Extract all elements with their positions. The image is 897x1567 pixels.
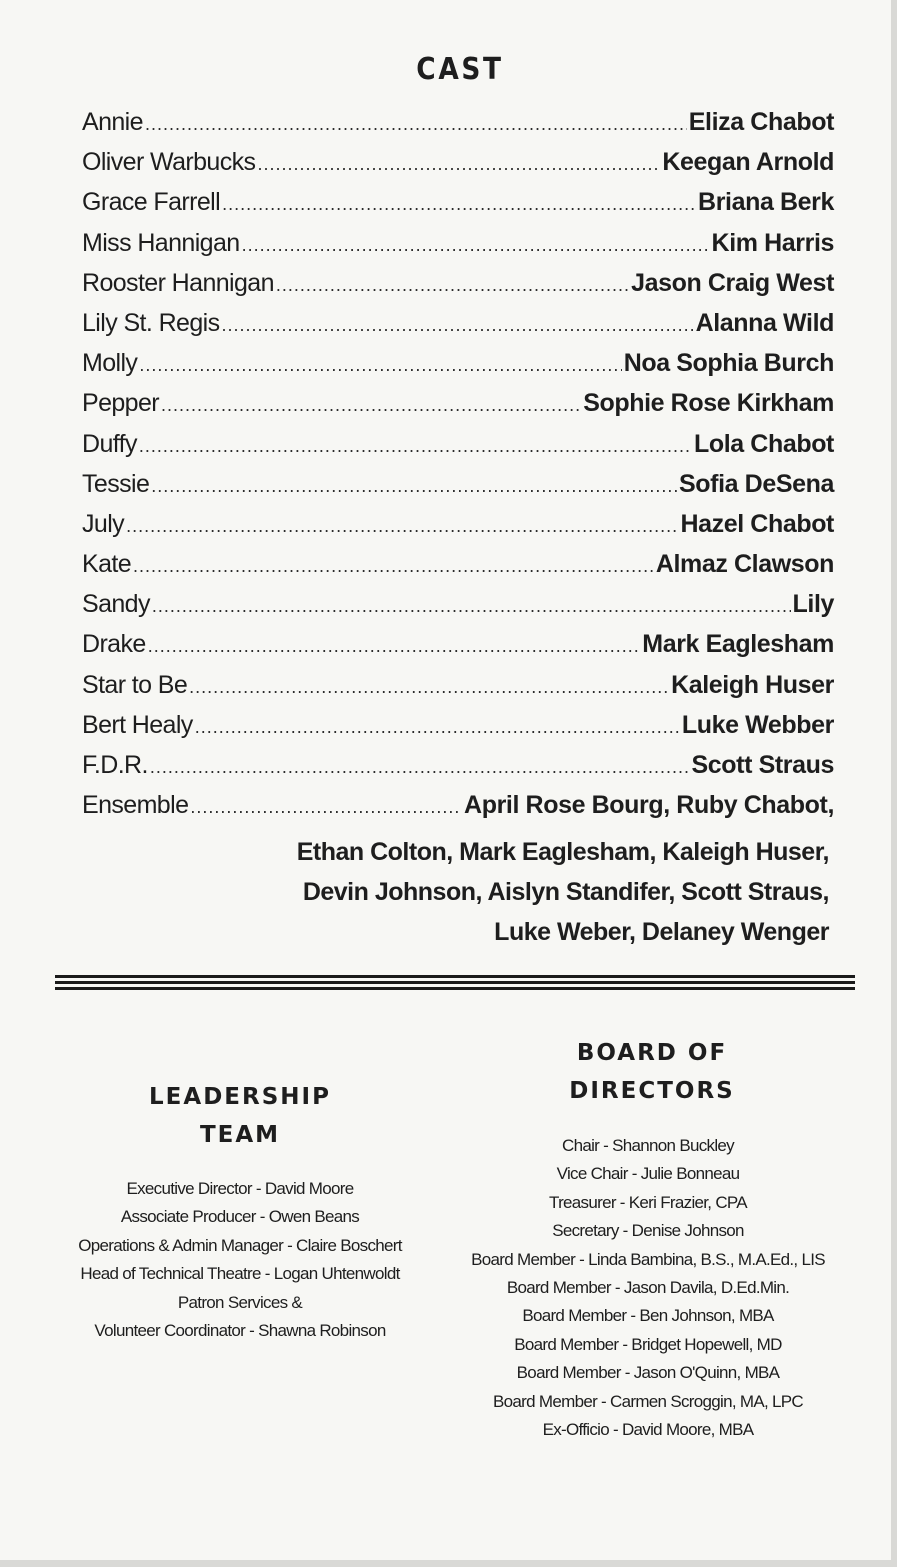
- board-item: Board Member - Carmen Scroggin, MA, LPC: [493, 1391, 803, 1411]
- cast-role: Oliver Warbucks: [82, 148, 256, 177]
- board-item: Board Member - Linda Bambina, B.S., M.A.Ed., LIS: [471, 1249, 825, 1269]
- leadership-item: Executive Director - David Moore: [126, 1179, 354, 1198]
- dot-leader: [133, 556, 654, 577]
- cast-actor: Hazel Chabot: [680, 509, 834, 538]
- board-title-line: BOARD OF: [576, 1040, 728, 1066]
- dot-leader: [151, 476, 677, 497]
- cast-row: [82, 229, 834, 269]
- cast-row: [82, 108, 834, 148]
- cast-role: Annie: [82, 108, 143, 136]
- cast-actor: Lily: [792, 590, 834, 619]
- cast-role: Miss Hannigan: [82, 228, 240, 257]
- dot-leader: [126, 516, 678, 537]
- leadership-title-line: TEAM: [199, 1122, 281, 1148]
- cast-role: Bert Healy: [82, 710, 193, 739]
- cast-row: [82, 269, 834, 309]
- cast-role: Star to Be: [82, 670, 188, 699]
- cast-row: [82, 671, 834, 711]
- ensemble-line: Devin Johnson, Aislyn Standifer, Scott Straus,: [302, 878, 829, 906]
- leadership-item: Associate Producer - Owen Beans: [120, 1207, 360, 1227]
- triple-line-divider: [55, 975, 855, 989]
- leadership-list: [40, 1175, 440, 1345]
- dot-leader: [276, 275, 629, 296]
- board-title: [552, 1034, 752, 1110]
- cast-list: [82, 108, 834, 831]
- dot-leader: [152, 596, 791, 617]
- board-item: Ex-Officio - David Moore, MBA: [542, 1420, 754, 1440]
- cast-actor: Sophie Rose Kirkham: [583, 389, 834, 418]
- cast-row: [82, 349, 834, 389]
- dot-leader: [242, 235, 710, 256]
- cast-role: July: [82, 509, 125, 538]
- cast-role: Ensemble: [82, 791, 189, 820]
- dot-leader: [139, 355, 621, 376]
- cast-row: [82, 309, 834, 349]
- ensemble-line: Ethan Colton, Mark Eaglesham, Kaleigh Huser,: [296, 838, 829, 866]
- cast-row: [82, 590, 834, 630]
- dot-leader: [257, 154, 660, 175]
- board-item: Chair - Shannon Buckley: [562, 1136, 734, 1155]
- cast-actor: April Rose Bourg, Ruby Chabot,: [464, 791, 834, 820]
- cast-actor: Scott Straus: [691, 751, 834, 779]
- leadership-item: Volunteer Coordinator - Shawna Robinson: [94, 1321, 386, 1341]
- cast-actor: Noa Sophia Burch: [623, 349, 834, 378]
- board-item: Vice Chair - Julie Bonneau: [556, 1164, 740, 1184]
- cast-row: [82, 148, 834, 188]
- cast-row: [82, 389, 834, 429]
- cast-actor: Sofia DeSena: [679, 469, 834, 498]
- board-item: Board Member - Bridget Hopewell, MD: [514, 1334, 782, 1354]
- cast-role: Lily St. Regis: [82, 308, 220, 337]
- cast-role: Pepper: [82, 389, 160, 418]
- dot-leader: [145, 114, 687, 135]
- cast-actor: Kaleigh Huser: [671, 670, 834, 699]
- dot-leader: [195, 717, 680, 738]
- cast-actor: Briana Berk: [698, 188, 834, 217]
- cast-row: [82, 751, 834, 791]
- board-item: Treasurer - Keri Frazier, CPA: [549, 1192, 747, 1212]
- cast-row: [82, 188, 834, 228]
- dot-leader: [222, 194, 696, 215]
- board-item: Board Member - Jason O'Quinn, MBA: [516, 1363, 780, 1383]
- dot-leader: [150, 757, 690, 778]
- cast-title: CAST: [416, 52, 504, 87]
- cast-row: [82, 711, 834, 751]
- leadership-title: [140, 1078, 340, 1154]
- cast-actor: Kim Harris: [711, 228, 834, 257]
- ensemble-line: Luke Weber, Delaney Wenger: [494, 918, 829, 946]
- board-item: Board Member - Ben Johnson, MBA: [522, 1306, 774, 1326]
- cast-row: [82, 510, 834, 550]
- cast-role: Grace Farrell: [82, 188, 221, 217]
- cast-actor: Luke Webber: [681, 710, 834, 739]
- cast-role: Duffy: [82, 429, 137, 458]
- leadership-item: Operations & Admin Manager - Claire Boschert: [78, 1235, 402, 1255]
- cast-actor: Jason Craig West: [631, 268, 834, 297]
- cast-row-ensemble: [82, 791, 834, 831]
- leadership-item: Patron Services &: [177, 1292, 303, 1312]
- board-item: Secretary - Denise Johnson: [552, 1221, 744, 1241]
- leadership-title-line: LEADERSHIP: [149, 1084, 331, 1110]
- dot-leader: [190, 797, 462, 818]
- cast-role: F.D.R.: [82, 751, 148, 779]
- ensemble-continued: [269, 832, 829, 952]
- dot-leader: [161, 395, 581, 416]
- cast-actor: Mark Eaglesham: [642, 630, 834, 659]
- cast-actor: Keegan Arnold: [662, 148, 834, 177]
- cast-role: Sandy: [82, 590, 150, 619]
- cast-role: Drake: [82, 630, 146, 659]
- cast-row: [82, 470, 834, 510]
- dot-leader: [139, 436, 692, 457]
- cast-row: [82, 630, 834, 670]
- board-list: [448, 1132, 848, 1444]
- dot-leader: [189, 677, 669, 698]
- cast-actor: Almaz Clawson: [655, 550, 834, 579]
- cast-actor: Eliza Chabot: [688, 108, 834, 136]
- cast-actor: Alanna Wild: [695, 308, 834, 337]
- leadership-item: Head of Technical Theatre - Logan Uhtenwoldt: [80, 1264, 400, 1284]
- cast-row: [82, 430, 834, 470]
- board-item: Board Member - Jason Davila, D.Ed.Min.: [506, 1278, 790, 1298]
- cast-role: Rooster Hannigan: [82, 268, 274, 297]
- dot-leader: [222, 315, 694, 336]
- cast-row: [82, 550, 834, 590]
- dot-leader: [148, 636, 641, 657]
- cast-role: Kate: [82, 550, 132, 579]
- cast-role: Molly: [82, 349, 138, 378]
- cast-actor: Lola Chabot: [693, 429, 834, 458]
- board-title-line: DIRECTORS: [569, 1078, 735, 1104]
- cast-role: Tessie: [82, 469, 150, 498]
